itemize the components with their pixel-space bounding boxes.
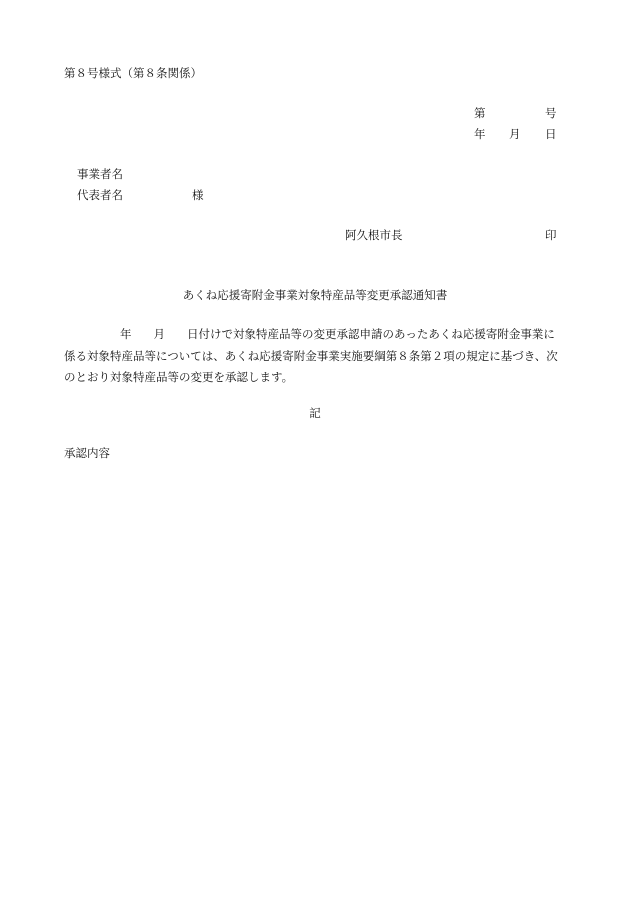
document-title: あくね応援寄附金事業対象特産品等変更承認通知書 bbox=[182, 288, 448, 302]
document-number-suffix: 号 bbox=[545, 106, 557, 120]
date-year-label: 年 bbox=[474, 127, 486, 141]
honorific-sama: 様 bbox=[192, 188, 204, 202]
body-line-1-text: 日付けで対象特産品等の変更承認申請のあったあくね応援寄附金事業に bbox=[187, 327, 555, 341]
notice-body bbox=[64, 324, 567, 389]
body-month-label: 月 bbox=[153, 327, 165, 341]
body-line-1 bbox=[64, 324, 567, 346]
document-number-prefix: 第 bbox=[474, 106, 486, 120]
form-number: 第８号様式（第８条関係） bbox=[64, 66, 202, 80]
body-line-2: 係る対象特産品等については、あくね応援寄附金事業実施要綱第８条第２項の規定に基づき、次 bbox=[64, 348, 558, 363]
approval-content-label: 承認内容 bbox=[64, 446, 110, 460]
ki-heading: 記 bbox=[309, 406, 321, 420]
body-line-3: のとおり対象特産品等の変更を承認します。 bbox=[64, 370, 294, 384]
representative-name-label: 代表者名 bbox=[77, 188, 123, 202]
issuer-title: 阿久根市長 bbox=[345, 228, 403, 242]
business-name-label: 事業者名 bbox=[77, 167, 123, 181]
date-month-label: 月 bbox=[509, 127, 521, 141]
date-day-label: 日 bbox=[545, 127, 557, 141]
seal-mark: 印 bbox=[545, 228, 557, 242]
body-year-label: 年 bbox=[120, 327, 132, 341]
